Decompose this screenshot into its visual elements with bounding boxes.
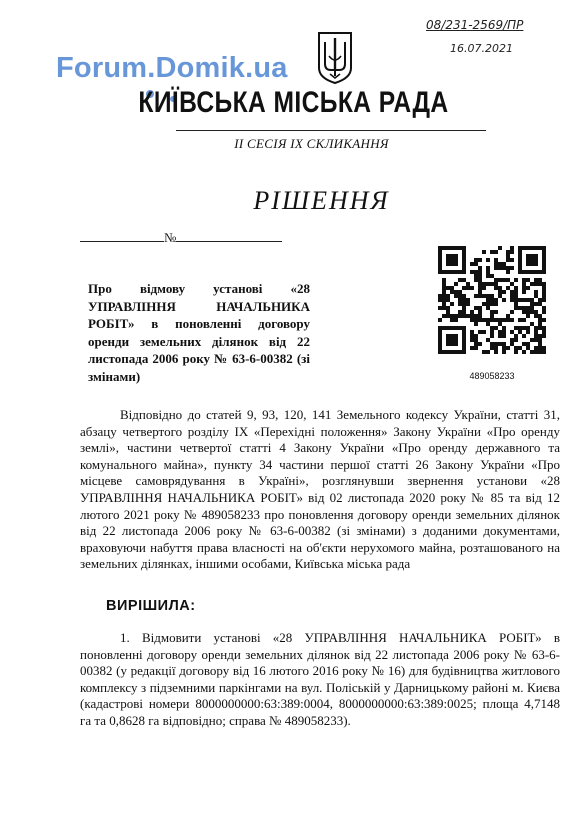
document-type: РІШЕННЯ [253,186,390,215]
council-name: КИЇВСЬКА МІСЬКА РАДА [138,86,449,119]
qr-code-icon [438,246,546,354]
session-label: ІІ СЕСІЯ IX СКЛИКАННЯ [234,136,389,151]
trident-emblem-icon [316,30,354,84]
qr-code-label: 489058233 [469,371,515,381]
qr-modules [438,246,546,354]
resolved-heading: ВИРІШИЛА: [106,598,196,614]
decision-number-line [80,230,282,246]
date-blank [80,231,164,242]
preamble-paragraph: Відповідно до статей 9, 93, 120, 141 Земельного кодексу України, статті 31, абзацу четвертого розділу IX «Перехідні положення» Закону України «Про оренду землі», частини четвертої статті 4 Закону України «Про оренду державного та комунального майна», пункту 34 частини першої статті 26 Закону України «Про місцеве самоврядування в Україні», розглянувши звернення установи «28 УПРАВЛІННЯ НАЧАЛЬНИКА РОБІТ» від 02 листопада 2020 року № 85 та від 12 лютого 2021 року № 489058233 про поновлення договору оренди земельних ділянок від 22 листопада 2006 року № 63-6-00382 (зі змінами) з доданими документами, враховуючи набуття права власності на об'єкти нерухомого майна, розташованого на земельних ділянках, іншими особами, Київська міська рада [80,407,560,572]
header-divider [176,130,486,131]
number-blank [176,231,282,242]
watermark: Forum.Domik.ua [56,52,288,84]
registration-number: 08/231-2569/ПР [426,18,524,32]
number-sign: № [164,230,177,245]
decision-subject: Про відмову установі «28 УПРАВЛІННЯ НАЧАЛЬНИКА РОБІТ» в поновленні договору оренди земельних ділянок від 22 листопада 2006 року № 63-6-00382 (зі змінами) [88,281,310,384]
decision-item: 1. Відмовити установі «28 УПРАВЛІННЯ НАЧАЛЬНИКА РОБІТ» в поновленні договору оренди земельних ділянок від 22 листопада 2006 року № 63-6-00382 (у редакції договору від 16 лютого 2016 року № 16) для будівництва житлового комплексу з підземними паркінгами на вул. Поліській у Дарницькому районі м. Києва (кадастрові номери 8000000000:63:389:0004, 8000000000:63:389:0025; площа 4,7148 га та 0,8628 га відповідно; справа № 489058233). [80,630,560,728]
registration-date: 16.07.2021 [450,42,513,55]
